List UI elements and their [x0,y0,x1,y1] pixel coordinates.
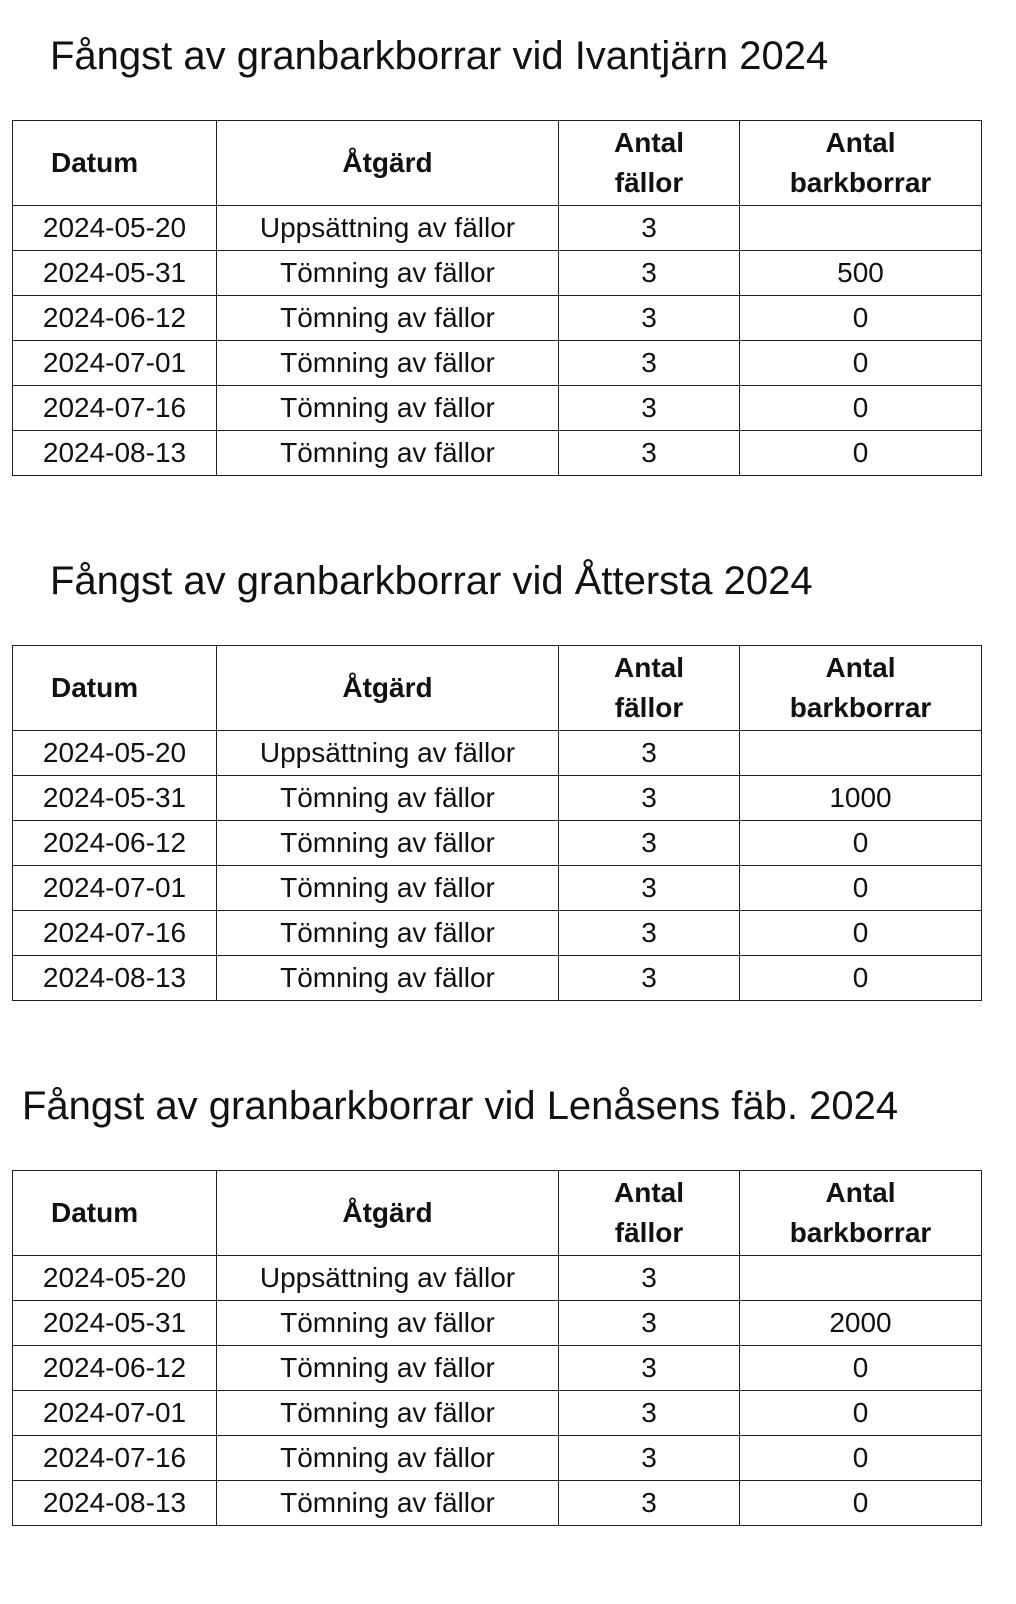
cell-fallor: 3 [559,251,740,296]
cell-fallor: 3 [559,341,740,386]
cell-barkborrar: 0 [740,1391,982,1436]
cell-fallor: 3 [559,956,740,1001]
cell-barkborrar [740,731,982,776]
cell-barkborrar: 0 [740,956,982,1001]
header-antal-barkborrar [740,121,982,206]
cell-atgard: Tömning av fällor [217,866,559,911]
cell-fallor: 3 [559,1436,740,1481]
catch-table [12,1170,982,1526]
cell-barkborrar: 0 [740,431,982,476]
cell-barkborrar [740,1256,982,1301]
header-datum: Datum [13,121,217,206]
cell-atgard: Tömning av fällor [217,1301,559,1346]
table-title: Fångst av granbarkborrar vid Åttersta 2024 [50,559,813,603]
header-text: barkborrar [789,692,932,723]
table-title: Fångst av granbarkborrar vid Ivantjärn 2024 [50,34,829,78]
header-atgard: Åtgärd [217,121,559,206]
cell-atgard: Tömning av fällor [217,386,559,431]
cell-fallor: 3 [559,731,740,776]
cell-atgard: Tömning av fällor [217,431,559,476]
cell-barkborrar: 0 [740,1481,982,1526]
cell-fallor: 3 [559,386,740,431]
cell-fallor: 3 [559,431,740,476]
cell-datum: 2024-08-13 [13,956,217,1001]
cell-atgard: Tömning av fällor [217,341,559,386]
cell-barkborrar: 0 [740,1346,982,1391]
cell-atgard: Tömning av fällor [217,251,559,296]
header-datum: Datum [13,1171,217,1256]
table-row [13,866,982,911]
cell-datum: 2024-07-16 [13,911,217,956]
cell-atgard: Tömning av fällor [217,1391,559,1436]
header-text: fällor [614,167,684,198]
cell-datum: 2024-07-01 [13,866,217,911]
table-row [13,911,982,956]
cell-barkborrar: 0 [740,386,982,431]
cell-fallor: 3 [559,866,740,911]
cell-fallor: 3 [559,1346,740,1391]
header-row [13,121,982,206]
cell-atgard: Tömning av fällor [217,911,559,956]
cell-datum: 2024-05-20 [13,1256,217,1301]
header-text: Antal [825,127,896,158]
table-title: Fångst av granbarkborrar vid Lenåsens fäb. 2024 [22,1084,899,1128]
table-row [13,341,982,386]
cell-datum: 2024-05-31 [13,776,217,821]
cell-fallor: 3 [559,911,740,956]
cell-barkborrar: 0 [740,296,982,341]
header-row [13,1171,982,1256]
cell-datum: 2024-07-16 [13,1436,217,1481]
cell-atgard: Tömning av fällor [217,296,559,341]
table-row [13,386,982,431]
cell-barkborrar: 0 [740,866,982,911]
table-row [13,296,982,341]
cell-fallor: 3 [559,1391,740,1436]
cell-datum: 2024-05-31 [13,251,217,296]
cell-barkborrar: 0 [740,1436,982,1481]
cell-datum: 2024-07-16 [13,386,217,431]
cell-fallor: 3 [559,206,740,251]
header-antal-fallor [559,121,740,206]
table-row [13,731,982,776]
cell-barkborrar [740,206,982,251]
cell-fallor: 3 [559,821,740,866]
cell-datum: 2024-05-31 [13,1301,217,1346]
table-row [13,251,982,296]
cell-barkborrar: 0 [740,911,982,956]
cell-atgard: Uppsättning av fällor [217,1256,559,1301]
table-row [13,821,982,866]
cell-barkborrar: 500 [740,251,982,296]
catch-table [12,645,982,1001]
header-atgard: Åtgärd [217,646,559,731]
header-text: Antal [614,652,684,683]
header-text: barkborrar [789,1217,932,1248]
cell-barkborrar: 0 [740,341,982,386]
cell-barkborrar: 0 [740,821,982,866]
cell-datum: 2024-05-20 [13,731,217,776]
cell-datum: 2024-08-13 [13,1481,217,1526]
cell-datum: 2024-05-20 [13,206,217,251]
cell-datum: 2024-08-13 [13,431,217,476]
cell-atgard: Tömning av fällor [217,1436,559,1481]
header-antal-fallor [559,646,740,731]
cell-atgard: Uppsättning av fällor [217,206,559,251]
header-text: Antal [825,652,896,683]
cell-fallor: 3 [559,776,740,821]
table-row [13,956,982,1001]
table-row [13,1436,982,1481]
cell-barkborrar: 1000 [740,776,982,821]
table-row [13,1256,982,1301]
cell-datum: 2024-06-12 [13,1346,217,1391]
cell-fallor: 3 [559,1256,740,1301]
cell-barkborrar: 2000 [740,1301,982,1346]
header-text: Antal [614,1177,684,1208]
cell-datum: 2024-06-12 [13,296,217,341]
table-row [13,206,982,251]
cell-atgard: Uppsättning av fällor [217,731,559,776]
header-text: fällor [614,692,684,723]
header-antal-fallor [559,1171,740,1256]
header-antal-barkborrar [740,646,982,731]
cell-atgard: Tömning av fällor [217,821,559,866]
table-row [13,1481,982,1526]
header-text: fällor [614,1217,684,1248]
cell-fallor: 3 [559,1301,740,1346]
header-text: Antal [825,1177,896,1208]
cell-datum: 2024-06-12 [13,821,217,866]
cell-fallor: 3 [559,296,740,341]
header-atgard: Åtgärd [217,1171,559,1256]
catch-table [12,120,982,476]
header-text: Antal [614,127,684,158]
header-antal-barkborrar [740,1171,982,1256]
cell-fallor: 3 [559,1481,740,1526]
cell-atgard: Tömning av fällor [217,1346,559,1391]
cell-atgard: Tömning av fällor [217,776,559,821]
cell-datum: 2024-07-01 [13,1391,217,1436]
table-row [13,1301,982,1346]
header-row [13,646,982,731]
header-datum: Datum [13,646,217,731]
table-row [13,1346,982,1391]
table-row [13,776,982,821]
cell-atgard: Tömning av fällor [217,1481,559,1526]
header-text: barkborrar [789,167,932,198]
table-row [13,1391,982,1436]
cell-datum: 2024-07-01 [13,341,217,386]
table-row [13,431,982,476]
cell-atgard: Tömning av fällor [217,956,559,1001]
